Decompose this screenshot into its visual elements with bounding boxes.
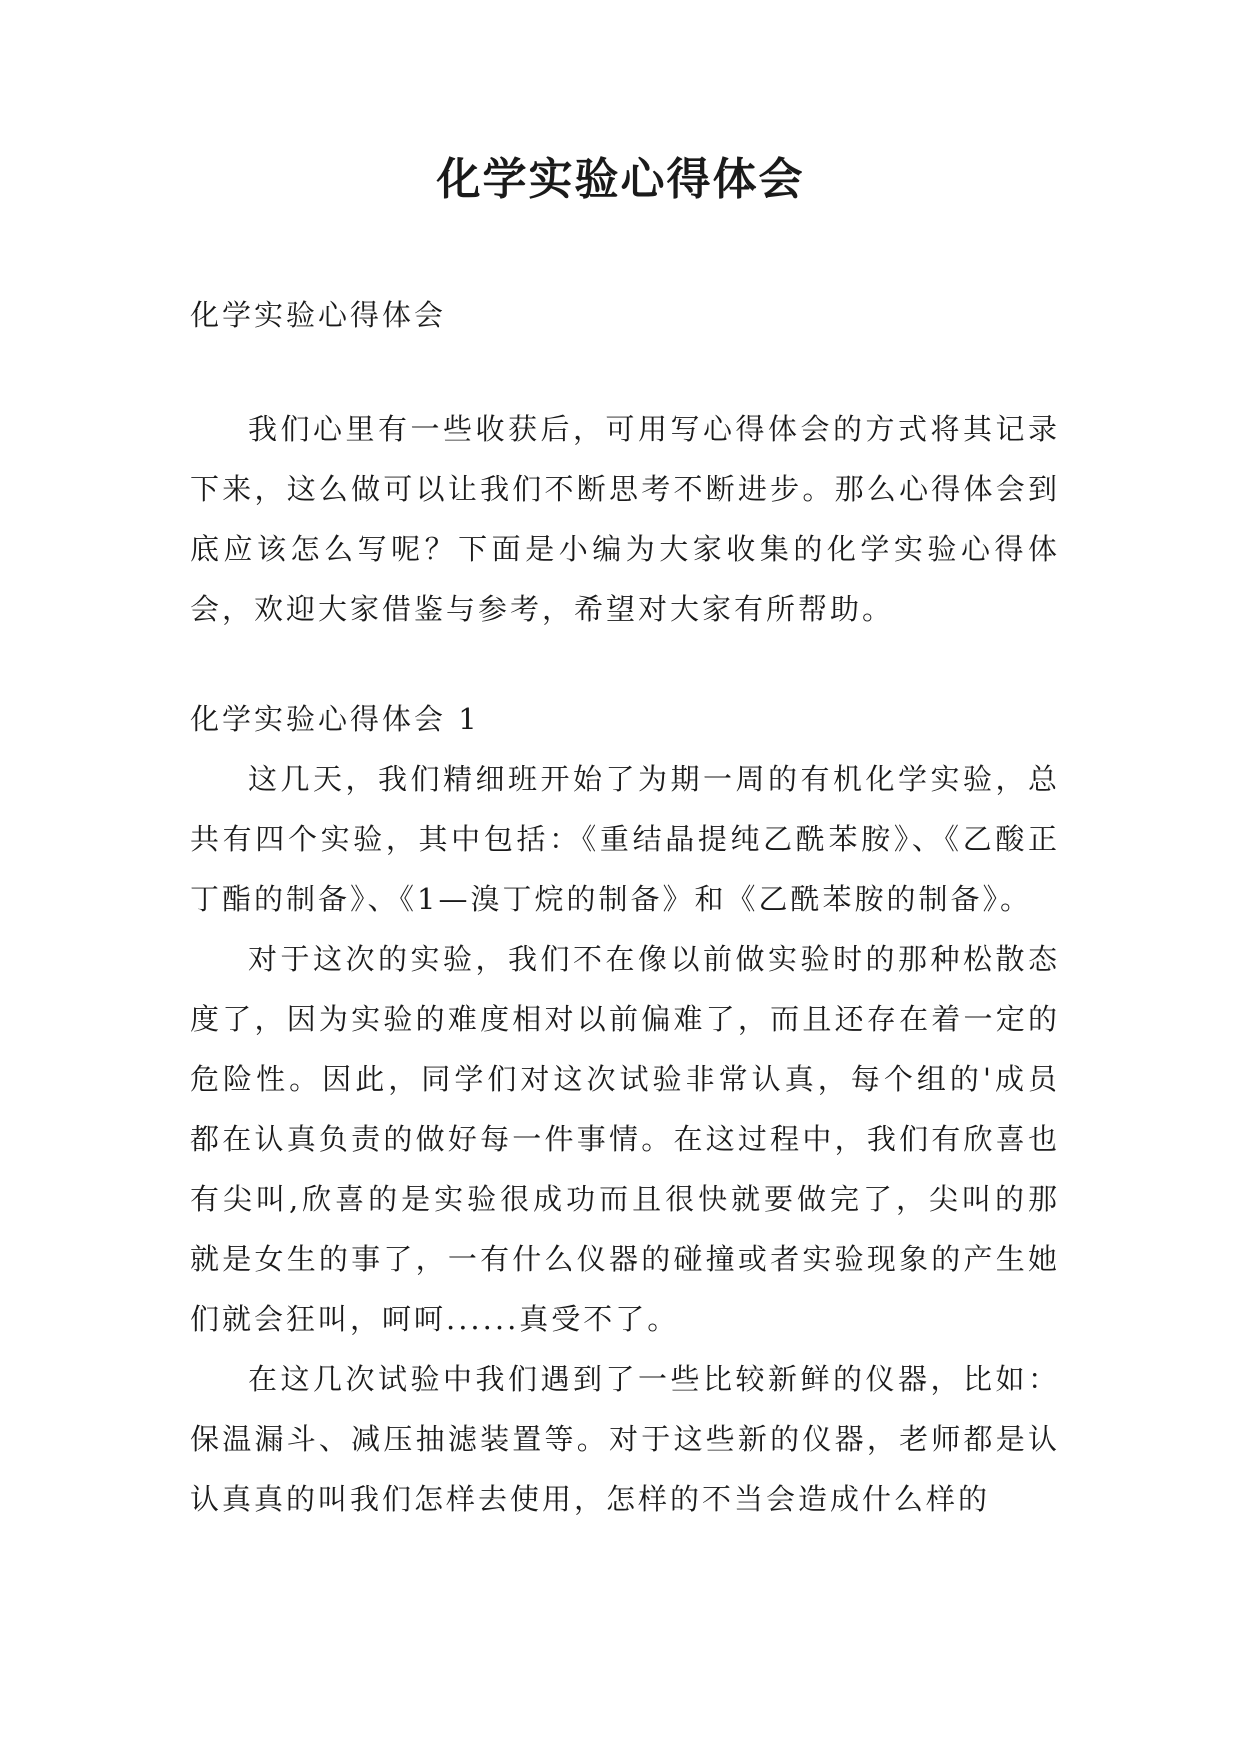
intro-paragraph: 我们心里有一些收获后，可用写心得体会的方式将其记录下来，这么做可以让我们不断思考不断进步。那么心得体会到底应该怎么写呢？下面是小编为大家收集的化学实验心得体会，欢迎大家借鉴与参考，希望对大家有所帮助。 xyxy=(190,412,1060,626)
section-heading: 化学实验心得体会 1 xyxy=(190,702,480,736)
body-paragraph: 这几天，我们精细班开始了为期一周的有机化学实验，总共有四个实验，其中包括：《重结晶提纯乙酰苯胺》、《乙酸正丁酯的制备》、《1—溴丁烷的制备》和《乙酰苯胺的制备》。 xyxy=(190,762,1060,916)
body-paragraph: 在这几次试验中我们遇到了一些比较新鲜的仪器，比如：保温漏斗、减压抽滤装置等。对于这些新的仪器，老师都是认认真真的叫我们怎样去使用，怎样的不当会造成什么样的 xyxy=(190,1362,1060,1516)
document-body xyxy=(190,285,1060,1529)
document-title: 化学实验心得体会 xyxy=(436,154,805,205)
document-subtitle: 化学实验心得体会 xyxy=(190,298,447,332)
body-paragraph: 对于这次的实验，我们不在像以前做实验时的那种松散态度了，因为实验的难度相对以前偏难了，而且还存在着一定的危险性。因此，同学们对这次试验非常认真，每个组的'成员都在认真负责的做好每一件事情。在这过程中，我们有欣喜也有尖叫,欣喜的是实验很成功而且很快就要做完了，尖叫的那就是女生的事了，一有什么仪器的碰撞或者实验现象的产生她们就会狂叫，呵呵......真受不了。 xyxy=(190,942,1060,1336)
